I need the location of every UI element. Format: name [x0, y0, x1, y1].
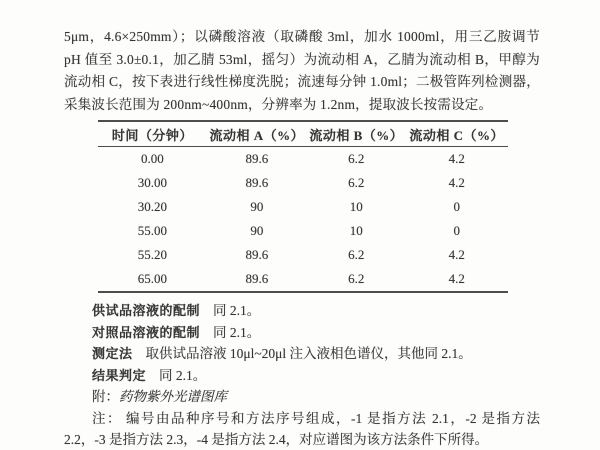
table-cell: 10	[349, 223, 363, 238]
table-cell: 89.6	[245, 151, 269, 166]
section-label: 结果判定	[92, 367, 147, 383]
table-row	[98, 171, 508, 195]
table-cell: 0.00	[140, 151, 164, 166]
table-cell: 0	[453, 199, 460, 214]
table-cell: 4.2	[448, 175, 465, 190]
table-cell: 6.2	[348, 175, 365, 190]
table-cell: 55.00	[137, 223, 167, 238]
note-text: 编号由品种序号和方法序号组成，-1 是指方法 2.1，-2 是指方法 2.2，-3 是指方法 2.3，-4 是指方法 2.4，对应谱图为该方法条件下所得。	[64, 410, 540, 447]
table-cell: 55.20	[137, 247, 167, 262]
section-text: 同 2.1。	[213, 303, 261, 318]
table-header	[98, 121, 508, 147]
section-label: 测定法	[92, 346, 133, 361]
column-header-mobile-phase-a: 流动相 A（%）	[207, 121, 307, 147]
post-table-text	[64, 300, 540, 450]
section-text: 同 2.1。	[213, 324, 261, 340]
table-row	[98, 147, 508, 172]
table-cell: 90	[250, 199, 264, 214]
note-label: 注：	[92, 410, 122, 426]
table-cell: 4.2	[448, 247, 465, 262]
column-header-mobile-phase-c: 流动相 C（%）	[405, 121, 508, 147]
table-cell: 4.2	[448, 151, 465, 166]
table-cell: 30.00	[137, 175, 167, 190]
table-cell: 4.2	[448, 271, 465, 286]
table-row	[98, 243, 508, 267]
table-body	[98, 147, 508, 293]
table-cell: 6.2	[348, 271, 365, 286]
section-text: 同 2.1。	[159, 367, 207, 383]
section-test-solution	[92, 300, 540, 322]
table-header-row	[98, 121, 508, 147]
appendix-line	[64, 386, 540, 408]
table-row	[98, 219, 508, 243]
section-result-judgement	[92, 365, 540, 387]
column-header-mobile-phase-b: 流动相 B（%）	[307, 121, 405, 147]
table-cell: 10	[349, 199, 363, 214]
table-cell: 89.6	[245, 271, 269, 286]
table-cell: 6.2	[348, 247, 365, 262]
table-cell: 65.00	[137, 271, 167, 286]
section-label: 供试品溶液的配制	[92, 303, 201, 318]
table-cell: 89.6	[245, 175, 269, 190]
column-header-time: 时间（分钟）	[98, 121, 207, 147]
section-text: 取供试品溶液 10μl~20μl 注入液相色谱仪，其他同 2.1。	[145, 346, 472, 361]
document-content	[64, 26, 540, 450]
table-cell: 6.2	[348, 151, 365, 166]
table-cell: 30.20	[137, 199, 167, 214]
note-paragraph	[64, 408, 540, 450]
section-assay-method	[92, 343, 540, 365]
method-paragraph: 5μm，4.6×250mm）；以磷酸溶液（取磷酸 3ml，加水 1000ml，用三乙胺调节 pH 值至 3.0±0.1，加乙腈 53ml，摇匀）为流动相 A，乙腈为流动相 B，甲醇为流动相 C，按下表进行线性梯度洗脱；流速每分钟 1.0ml；二极管阵列检测器，采集波长范围为 200nm~400nm，分辨率为 1.2nm，提取波长按需设定。	[64, 29, 540, 112]
table-row	[98, 267, 508, 292]
table-cell: 0	[453, 223, 460, 238]
table-cell: 89.6	[245, 247, 269, 262]
table-row	[98, 195, 508, 219]
appendix-text: 药物紫外光谱图库	[119, 389, 227, 404]
section-reference-solution	[92, 322, 540, 344]
table-cell: 90	[250, 223, 264, 238]
gradient-elution-table	[98, 120, 508, 293]
section-label: 对照品溶液的配制	[92, 324, 201, 340]
appendix-label: 附：	[92, 389, 119, 404]
